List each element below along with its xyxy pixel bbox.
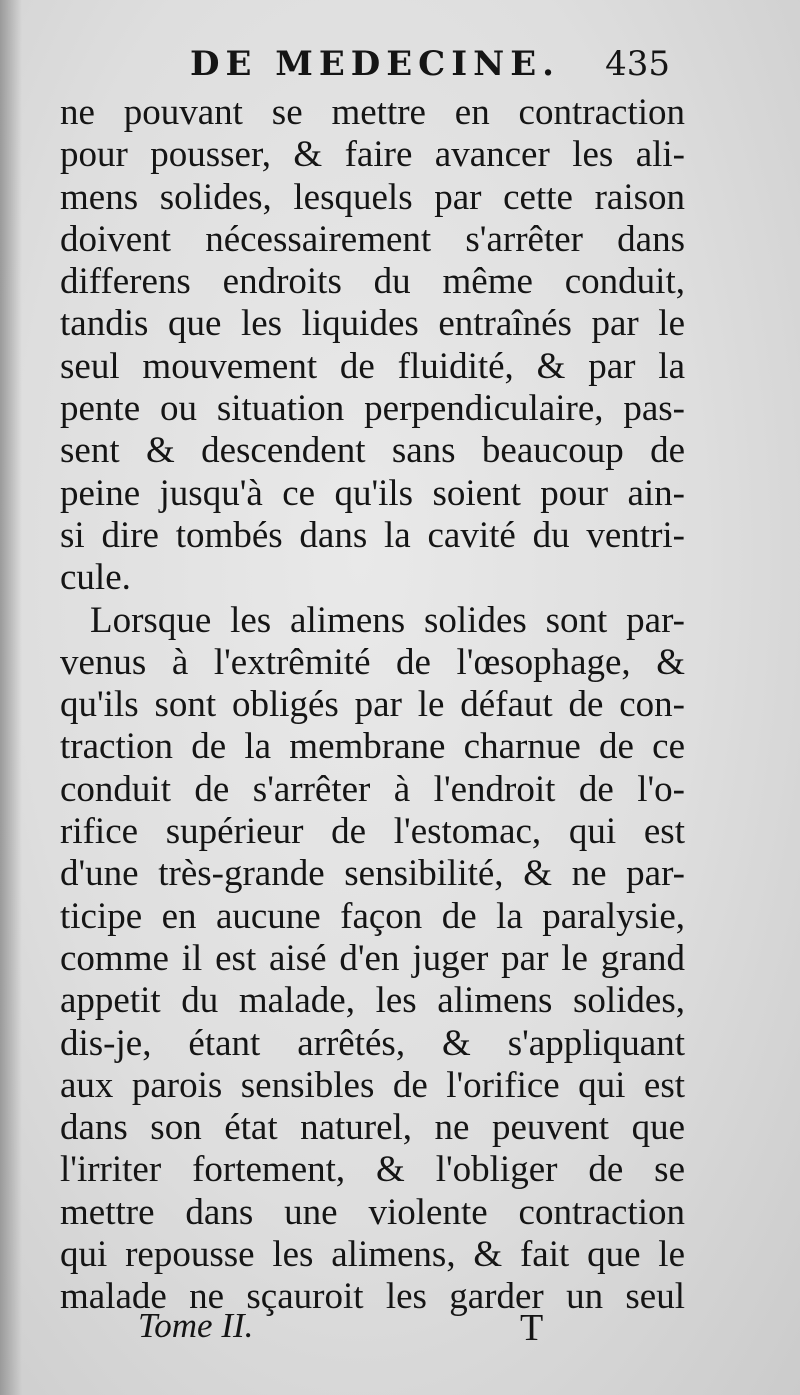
text-line: si dire tombés dans la cavité du ventri- [60,514,685,556]
text-line: l'irriter fortement, & l'obliger de se [60,1149,685,1191]
text-line: pente ou situation perpendiculaire, pas- [60,388,685,430]
text-line: ne pouvant se mettre en contraction [60,92,685,133]
text-line: dans son état naturel, ne peuvent que [60,1107,685,1149]
text-line: seul mouvement de fluidité, & par la [60,345,685,387]
text-line: qu'ils sont obligés par le défaut de con- [60,684,685,726]
paragraph [60,600,685,1319]
text-line: rifice supérieur de l'estomac, qui est [60,811,685,853]
text-line: malade ne sçauroit les garder un seul [60,1276,685,1318]
text-line: comme il est aisé d'en juger par le grand [60,937,685,979]
text-line: peine jusqu'à ce qu'ils soient pour ain- [60,472,685,514]
running-title: DE MEDECINE. [190,44,560,84]
text-line: appetit du malade, les alimens solides, [60,980,685,1022]
text-line: d'une très-grande sensibilité, & ne par- [60,853,685,895]
text-line: cule. [60,557,131,599]
text-line: traction de la membrane charnue de ce [60,726,685,768]
paragraph [60,92,685,600]
text-line: pour pousser, & faire avancer les ali- [60,134,685,176]
text-line: qui repousse les alimens, & fait que le [60,1234,685,1276]
body-text [60,92,685,1319]
text-line: mens solides, lesquels par cette raison [60,176,685,218]
page-footer [60,1302,685,1352]
text-line: ticipe en aucune façon de la paralysie, [60,895,685,937]
text-line: aux parois sensibles de l'orifice qui est [60,1064,685,1106]
text-line: venus à l'extrêmité de l'œsophage, & [60,641,685,683]
volume-label: Tome II. [138,1306,254,1345]
page-number: 435 [605,44,670,84]
text-line: doivent nécessairement s'arrêter dans [60,218,685,260]
signature-mark: T [520,1307,544,1349]
page-header [190,40,670,90]
text-line: differens endroits du même conduit, [60,261,685,303]
text-line: tandis que les liquides entraînés par le [60,303,685,345]
text-line: Lorsque les alimens solides sont par- [90,599,685,641]
text-line: dis-je, étant arrêtés, & s'appliquant [60,1022,685,1064]
text-line: mettre dans une violente contraction [60,1191,685,1233]
text-line: sent & descendent sans beaucoup de [60,430,685,472]
page-edge-shadow [0,0,22,1395]
text-line: conduit de s'arrêter à l'endroit de l'o- [60,768,685,810]
